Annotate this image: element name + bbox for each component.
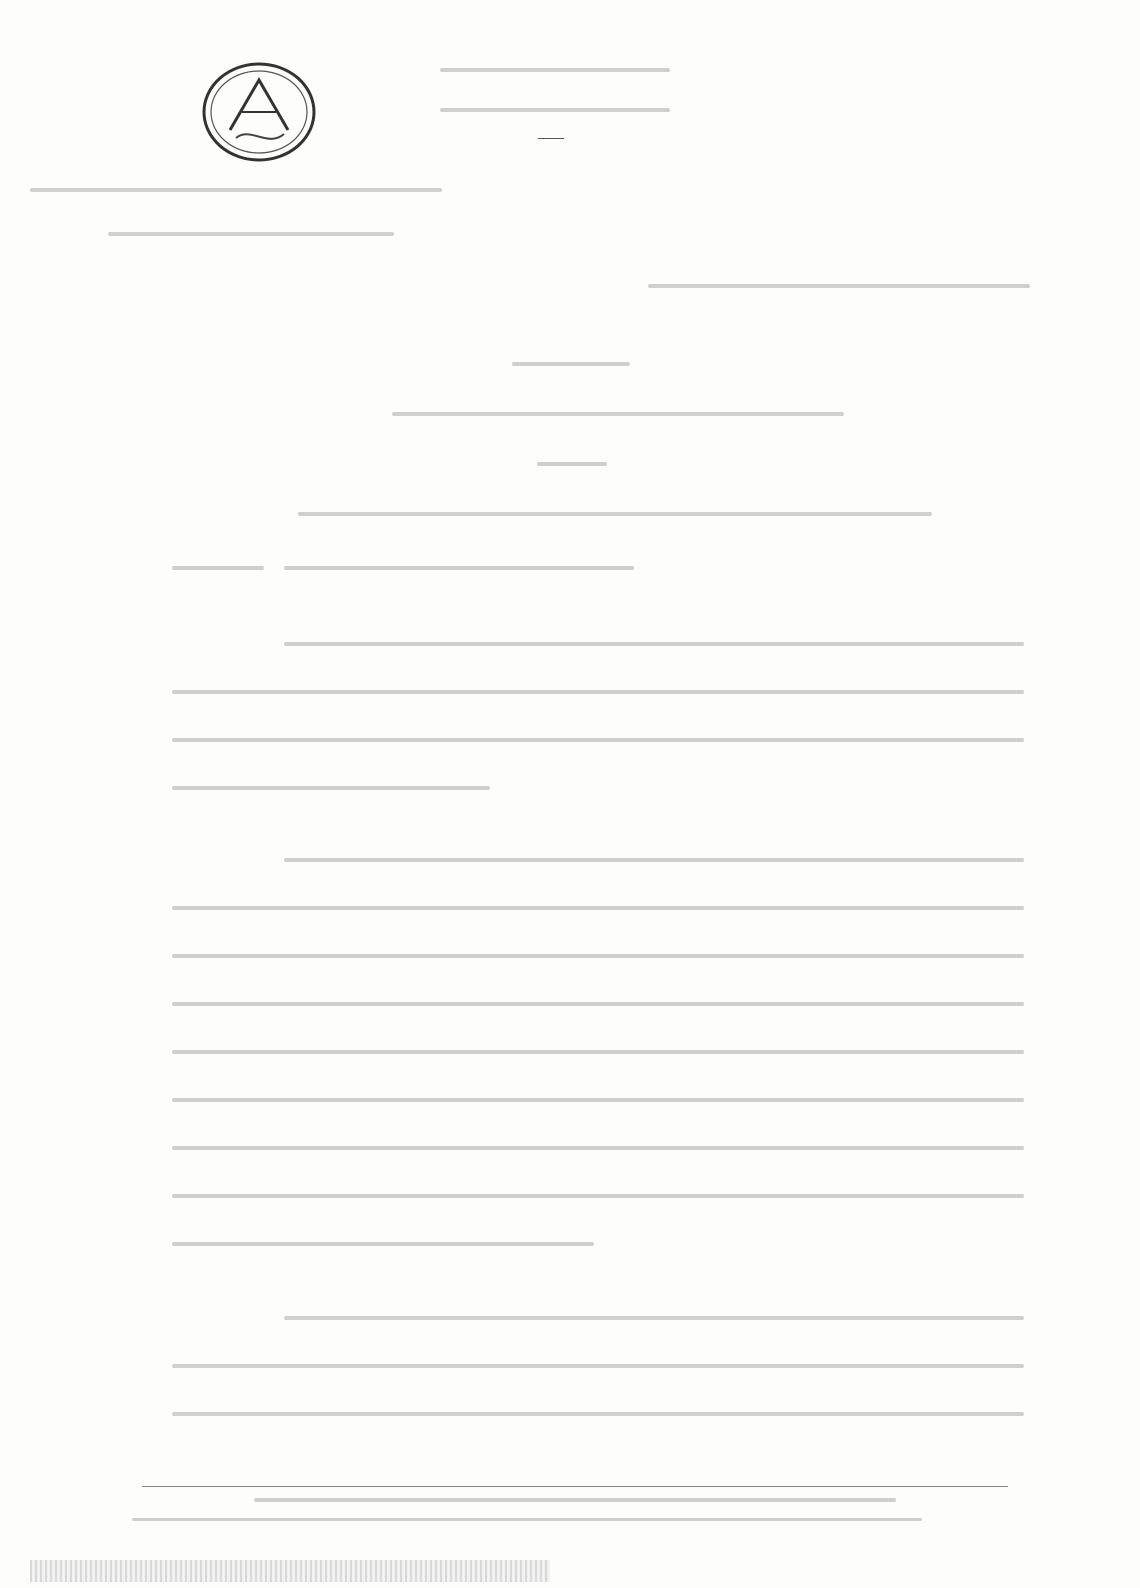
ministry-seal-icon (200, 60, 318, 164)
footer-divider (142, 1486, 1008, 1487)
scan-edge-artifact (30, 1560, 550, 1582)
header-divider (538, 138, 564, 139)
